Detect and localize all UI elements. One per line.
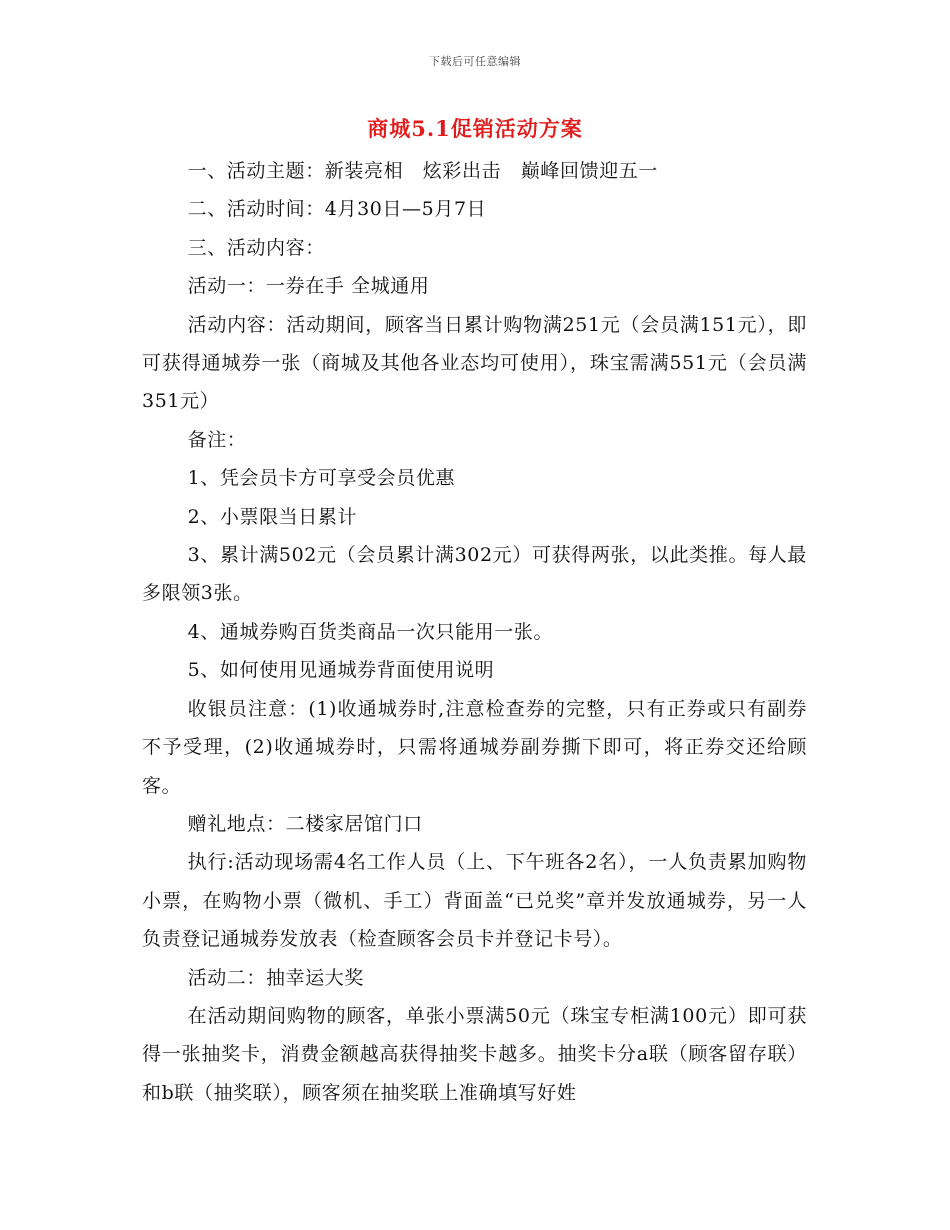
activity-two-content: 在活动期间购物的顾客，单张小票满50元（珠宝专柜满100元）即可获得一张抽奖卡，消费金额越高获得抽奖卡越多。抽奖卡分a联（顾客留存联）和b联（抽奖联），顾客须在抽奖联上准确填写好姓 — [142, 1004, 807, 1104]
note-item: 4、通城券购百货类商品一次只能用一张。 — [187, 620, 554, 643]
section-theme: 一、活动主题：新装亮相 炫彩出击 巅峰回馈迎五一 — [187, 160, 658, 182]
note-item: 3、累计满502元（会员累计满302元）可获得两张，以此类推。每人最多限领3张。 — [142, 544, 807, 605]
document-body — [142, 152, 807, 1112]
activity-two-heading: 活动二：抽幸运大奖 — [187, 966, 364, 989]
header-note: 下载后可任意编辑 — [429, 55, 521, 68]
note-item: 1、凭会员卡方可享受会员优惠 — [187, 467, 456, 490]
note-item: 2、小票限当日累计 — [187, 505, 358, 528]
notes-heading: 备注： — [187, 428, 247, 451]
activity-one-heading: 活动一：一券在手 全城通用 — [187, 275, 430, 298]
execution-details: 执行:活动现场需4名工作人员（上、下午班各2名），一人负责累加购物小票，在购物小票（微机、手工）背面盖“已兑奖”章并发放通城券，另一人负责登记通城券发放表（检查顾客会员卡并登记卡号）。 — [142, 851, 807, 951]
cashier-notice: 收银员注意：(1)收通城券时,注意检查券的完整，只有正券或只有副券不予受理，(2)收通城券时，只需将通城券副券撕下即可，将正券交还给顾客。 — [142, 697, 807, 797]
activity-one-content: 活动内容：活动期间，顾客当日累计购物满251元（会员满151元），即可获得通城券一张（商城及其他各业态均可使用），珠宝需满551元（会员满351元） — [142, 313, 807, 413]
document-title: 商城5.1促销活动方案 — [367, 116, 583, 141]
section-time: 二、活动时间：4月30日—5月7日 — [187, 198, 487, 221]
gift-location: 赠礼地点：二楼家居馆门口 — [187, 812, 423, 835]
section-content-heading: 三、活动内容： — [187, 236, 325, 259]
note-item: 5、如何使用见通城券背面使用说明 — [187, 659, 495, 682]
